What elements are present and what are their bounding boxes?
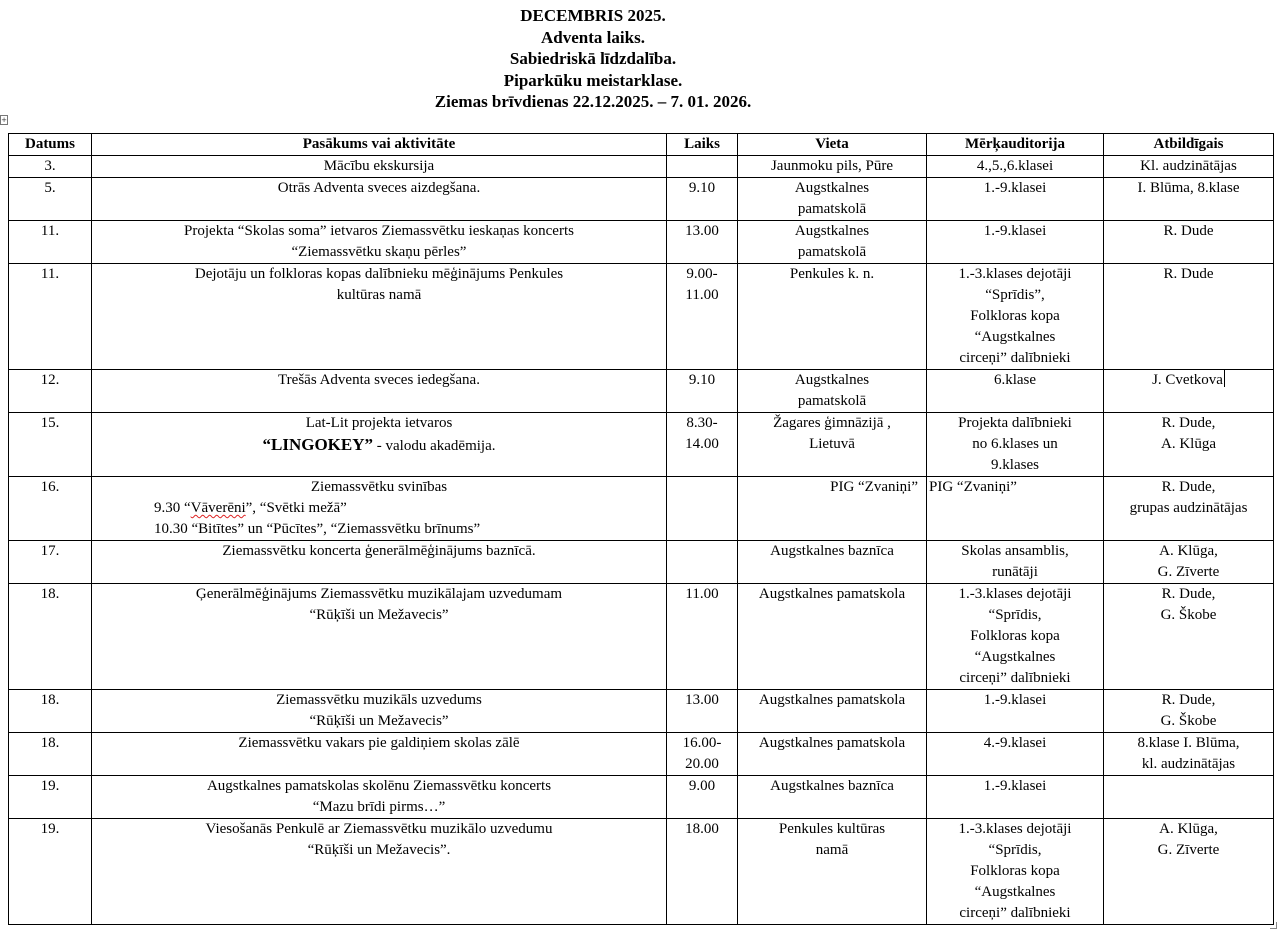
cell-date[interactable]: 16. (9, 477, 92, 541)
cell-event[interactable]: Augstkalnes pamatskolas skolēnu Ziemassvētku koncerts “Mazu brīdi pirms…” (92, 776, 667, 819)
cell-place[interactable]: Penkules kultūras namā (738, 819, 927, 925)
column-header-date: Datums (9, 134, 92, 156)
cell-audience[interactable]: 1.-3.klases dejotāji “Sprīdis”, Folkloras kopa “Augstkalnes circeņi” dalībnieki (927, 264, 1104, 370)
cell-place[interactable]: Augstkalnes baznīca (738, 541, 927, 584)
cell-place[interactable]: Augstkalnes pamatskolā (738, 178, 927, 221)
table-resize-handle[interactable] (1270, 922, 1277, 929)
table-row (9, 221, 1274, 264)
spellcheck-word[interactable]: Vāverēni (190, 500, 246, 516)
table-row (9, 819, 1274, 925)
cell-audience[interactable]: Projekta dalībnieki no 6.klases un 9.klases (927, 413, 1104, 477)
table-row (9, 541, 1274, 584)
cell-audience[interactable]: 1.-9.klasei (927, 690, 1104, 733)
header-month: DECEMBRIS 2025. (520, 6, 666, 25)
cell-place[interactable]: Augstkalnes pamatskola (738, 733, 927, 776)
cell-place[interactable]: Žagares ģimnāzijā , Lietuvā (738, 413, 927, 477)
text-cursor (1224, 370, 1225, 387)
cell-date[interactable]: 18. (9, 690, 92, 733)
header-theme-workshop: Piparkūku meistarklase. (503, 70, 683, 90)
cell-date[interactable]: 18. (9, 733, 92, 776)
cell-event[interactable]: Ziemassvētku koncerta ģenerālmēģinājums baznīcā. (92, 541, 667, 584)
cell-place[interactable]: Augstkalnes pamatskola (738, 690, 927, 733)
cell-date[interactable]: 15. (9, 413, 92, 477)
table-row (9, 733, 1274, 776)
cell-audience[interactable]: 1.-3.klases dejotāji “Sprīdis, Folkloras kopa “Augstkalnes circeņi” dalībnieki (927, 819, 1104, 925)
cell-time[interactable]: 9.00- 11.00 (667, 264, 738, 370)
table-row (9, 690, 1274, 733)
cell-date[interactable]: 12. (9, 370, 92, 413)
cell-place[interactable]: Augstkalnes baznīca (738, 776, 927, 819)
cell-date[interactable]: 3. (9, 156, 92, 178)
cell-date[interactable]: 17. (9, 541, 92, 584)
cell-responsible[interactable]: R. Dude, G. Škobe (1104, 584, 1274, 690)
cell-time[interactable]: 18.00 (667, 819, 738, 925)
table-row (9, 477, 1274, 541)
cell-time[interactable]: 9.10 (667, 178, 738, 221)
table-row (9, 584, 1274, 690)
cell-time[interactable]: 11.00 (667, 584, 738, 690)
cell-date[interactable]: 11. (9, 264, 92, 370)
cell-responsible[interactable]: R. Dude, A. Klūga (1104, 413, 1274, 477)
cell-time[interactable] (667, 477, 738, 541)
table-row (9, 264, 1274, 370)
cell-date[interactable]: 19. (9, 776, 92, 819)
cell-audience[interactable]: 4.-9.klasei (927, 733, 1104, 776)
header-theme-participation: Sabiedriskā līdzdalība. (509, 49, 677, 69)
cell-responsible[interactable]: R. Dude (1104, 264, 1274, 370)
cell-event[interactable]: Trešās Adventa sveces iedegšana. (92, 370, 667, 413)
table-row (9, 156, 1274, 178)
cell-audience[interactable]: 4.,5.,6.klasei (927, 156, 1104, 178)
cell-place[interactable]: Jaunmoku pils, Pūre (738, 156, 927, 178)
cell-responsible[interactable]: 8.klase I. Blūma, kl. audzinātājas (1104, 733, 1274, 776)
cell-event[interactable]: Dejotāju un folkloras kopas dalībnieku mēģinājums Penkules kultūras namā (92, 264, 667, 370)
cell-event[interactable]: Mācību ekskursija (92, 156, 667, 178)
cell-event[interactable]: Projekta “Skolas soma” ietvaros Ziemassvētku ieskaņas koncerts “Ziemassvētku skaņu pērles” (92, 221, 667, 264)
table-row (9, 776, 1274, 819)
cell-responsible[interactable]: J. Cvetkova (1104, 370, 1274, 413)
table-row (9, 178, 1274, 221)
cell-date[interactable]: 18. (9, 584, 92, 690)
cell-time[interactable]: 13.00 (667, 221, 738, 264)
column-header-audience: Mērķauditorija (927, 134, 1104, 156)
cell-responsible[interactable] (1104, 776, 1274, 819)
table-row (9, 413, 1274, 477)
cell-audience[interactable]: 1.-9.klasei (927, 221, 1104, 264)
table-header-row (9, 134, 1274, 156)
table-move-handle[interactable]: + (1, 116, 7, 124)
cell-event[interactable]: Lat-Lit projekta ietvaros “LINGOKEY” - valodu akadēmija. (92, 413, 667, 477)
cell-place[interactable]: Penkules k. n. (738, 264, 927, 370)
schedule-table (8, 133, 1274, 925)
cell-event[interactable]: Ģenerālmēģinājums Ziemassvētku muzikālajam uzvedumam “Rūķīši un Mežavecis” (92, 584, 667, 690)
cell-event[interactable]: Ziemassvētku muzikāls uzvedums “Rūķīši un Mežavecis” (92, 690, 667, 733)
cell-time[interactable] (667, 541, 738, 584)
cell-responsible[interactable]: R. Dude, G. Škobe (1104, 690, 1274, 733)
table-row (9, 370, 1274, 413)
cell-event[interactable]: Otrās Adventa sveces aizdegšana. (92, 178, 667, 221)
cell-time[interactable]: 8.30- 14.00 (667, 413, 738, 477)
cell-time[interactable]: 9.10 (667, 370, 738, 413)
cell-date[interactable]: 11. (9, 221, 92, 264)
header-holidays: Ziemas brīvdienas 22.12.2025. – 7. 01. 2026. (434, 92, 752, 112)
cell-audience[interactable]: Skolas ansamblis, runātāji (927, 541, 1104, 584)
cell-time[interactable]: 13.00 (667, 690, 738, 733)
cell-date[interactable]: 5. (9, 178, 92, 221)
cell-audience[interactable]: 1.-3.klases dejotāji “Sprīdis, Folkloras kopa “Augstkalnes circeņi” dalībnieki (927, 584, 1104, 690)
cell-place[interactable]: Augstkalnes pamatskola (738, 584, 927, 690)
column-header-responsible: Atbildīgais (1104, 134, 1274, 156)
column-header-event: Pasākums vai aktivitāte (92, 134, 667, 156)
cell-audience[interactable]: 6.klase (927, 370, 1104, 413)
cell-audience[interactable]: 1.-9.klasei (927, 776, 1104, 819)
cell-audience[interactable]: PIG “Zvaniņi” (927, 477, 1104, 541)
cell-place[interactable]: Augstkalnes pamatskolā (738, 370, 927, 413)
cell-time[interactable]: 9.00 (667, 776, 738, 819)
cell-event[interactable]: Viesošanās Penkulē ar Ziemassvētku muzikālo uzvedumu “Rūķīši un Mežavecis”. (92, 819, 667, 925)
cell-responsible[interactable]: R. Dude (1104, 221, 1274, 264)
cell-place[interactable]: PIG “Zvaniņi” (738, 477, 927, 541)
cell-event[interactable]: Ziemassvētku vakars pie galdiņiem skolas zālē (92, 733, 667, 776)
cell-time[interactable] (667, 156, 738, 178)
lingokey-title: “LINGOKEY” (262, 435, 374, 454)
cell-place[interactable]: Augstkalnes pamatskolā (738, 221, 927, 264)
cell-event[interactable]: Ziemassvētku svinības 9.30 “Vāverēni”, “Svētki mežā” 10.30 “Bitītes” un “Pūcītes”, “Ziemassvētku brīnums” (92, 477, 667, 541)
cell-date[interactable]: 19. (9, 819, 92, 925)
cell-responsible[interactable]: Kl. audzinātājas (1104, 156, 1274, 178)
document-header (0, 5, 1186, 113)
header-theme-advent: Adventa laiks. (541, 27, 645, 47)
cell-time[interactable]: 16.00- 20.00 (667, 733, 738, 776)
column-header-place: Vieta (738, 134, 927, 156)
column-header-time: Laiks (667, 134, 738, 156)
cell-responsible[interactable]: R. Dude, grupas audzinātājas (1104, 477, 1274, 541)
cell-responsible[interactable]: I. Blūma, 8.klase (1104, 178, 1274, 221)
cell-responsible[interactable]: A. Klūga, G. Zīverte (1104, 541, 1274, 584)
cell-audience[interactable]: 1.-9.klasei (927, 178, 1104, 221)
cell-responsible[interactable]: A. Klūga, G. Zīverte (1104, 819, 1274, 925)
